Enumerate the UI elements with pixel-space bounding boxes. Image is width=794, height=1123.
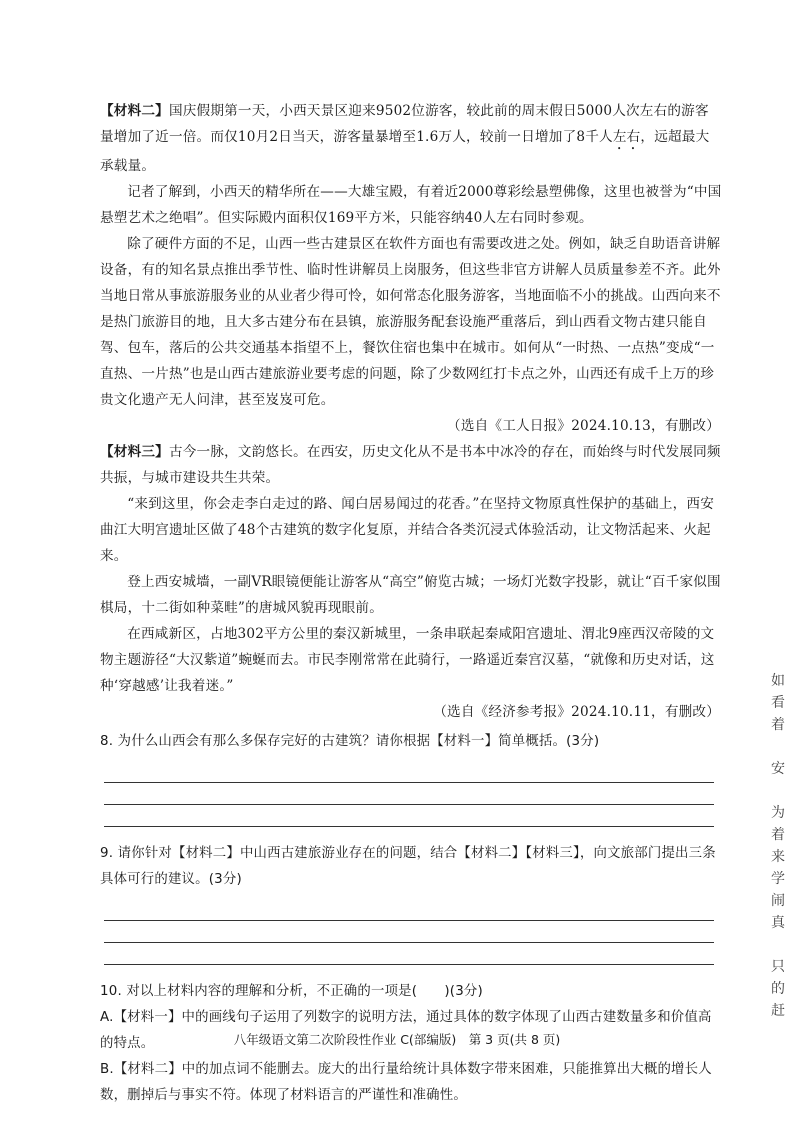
material3-paragraph-1: 【材料三】古今一脉，文韵悠长。在西安，历史文化从不是书本中冰冷的存在，而始终与时代发展同频共振，与城市建设共生共荣。 — [100, 444, 721, 486]
material2-source: （选自《工人日报》2024.10.13，有删改） — [447, 418, 720, 434]
margin-char: 如 — [771, 673, 785, 689]
margin-char: 为 — [771, 805, 785, 821]
material3-tag: 【材料三】 — [100, 444, 169, 460]
material3-source: （选自《经济参考报》2024.10.11，有删改） — [433, 704, 720, 720]
option-a: A.【材料一】中的画线句子运用了列数字的说明方法，通过具体的数字体现了山西古建数量多和价值高的特点。 — [100, 1010, 712, 1051]
question-8: 8. 为什么山西会有那么多保存完好的古建筑？请你根据【材料一】简单概括。(3分) — [100, 734, 600, 749]
material2-tag: 【材料二】 — [100, 103, 169, 119]
option-b: B.【材料二】中的加点词不能删去。庞大的出行量给统计具体数字带来困难，只能推算出大概的增长人数，删掉后与事实不符。体现了材料语言的严谨性和准确性。 — [100, 1062, 712, 1103]
page-footer: 八年级语文第二次阶段性作业 C(部编版) 第 3 页(共 8 页) — [233, 1032, 561, 1047]
margin-char: 看 — [771, 695, 785, 711]
margin-char: 闹 — [771, 893, 785, 909]
answer-line[interactable] — [104, 805, 714, 827]
margin-char: 安 — [771, 761, 785, 777]
margin-char: 的 — [771, 981, 785, 997]
margin-char: 学 — [771, 871, 785, 887]
margin-char: 来 — [771, 849, 785, 865]
answer-area-9[interactable] — [100, 899, 722, 965]
margin-char: 真 — [771, 915, 785, 931]
answer-line[interactable] — [104, 921, 714, 943]
margin-notes — [766, 670, 790, 1022]
material3-paragraph-4: 在西咸新区，占地302平方公里的秦汉新城里，一条串联起秦咸阳宫遗址、渭北9座西汉帝陵的文物主题游径“大汉紫道”蜿蜒而去。市民李刚常常在此骑行，一路遥近秦宫汉墓，“就像和历史对话，这种‘穿越感’让我着迷。” — [100, 626, 715, 694]
material2-paragraph-2: 记者了解到，小西天的精华所在——大雄宝殿，有着近2000尊彩绘悬塑佛像，这里也被誉为“中国悬塑艺术之绝唱”。但实际殿内面积仅169平方米，只能容纳40人左右同时参观。 — [100, 184, 722, 226]
question-10: 10. 对以上材料内容的理解和分析，不正确的一项是( )(3分) — [100, 984, 483, 999]
answer-line[interactable] — [104, 783, 714, 805]
page-content — [100, 98, 722, 1109]
dotted-word: 左右 — [612, 129, 641, 145]
margin-char: 着 — [771, 717, 785, 733]
material3-paragraph-3: 登上西安城墙，一副VR眼镜便能让游客从“高空”俯览古城；一场灯光数字投影，就让“百千家似围棋局，十二街如种菜畦”的唐城风貌再现眼前。 — [100, 574, 721, 616]
answer-line[interactable] — [104, 899, 714, 921]
margin-char: 只 — [771, 959, 785, 975]
answer-line[interactable] — [104, 943, 714, 965]
margin-char: 赶 — [771, 1003, 785, 1019]
material3-paragraph-2: “来到这里，你会走李白走过的路、闻白居易闻过的花香。”在坚持文物原真性保护的基础上，西安曲江大明宫遗址区做了48个古建筑的数字化复原，并结合各类沉浸式体验活动，让文物活起来、火起来。 — [100, 496, 715, 564]
material2-paragraph-1: 【材料二】国庆假期第一天，小西天景区迎来9502位游客，较此前的周末假日5000人次左右的游客量增加了近一倍。而仅10月2日当天，游客量暴增至1.6万人，较前一日增加了8千人左右，远超最大承载量。 — [100, 103, 710, 174]
margin-char: 着 — [771, 827, 785, 843]
material2-paragraph-3: 除了硬件方面的不足，山西一些古建景区在软件方面也有需要改进之处。例如，缺乏自助语音讲解设备，有的知名景点推出季节性、临时性讲解员上岗服务，但这些非官方讲解人员质量参差不齐。此外当地日常从事旅游服务业的从业者少得可怜，如何常态化服务游客，当地面临不小的挑战。山西向来不是热门旅游目的地，且大多古建分布在县镇，旅游服务配套设施严重落后，到山西看文物古建只能自驾、包车，落后的公共交通基本指望不上，餐饮住宿也集中在城市。如何从“一时热、一点热”变成“一直热、一片热”也是山西古建旅游业要考虑的问题，除了少数网红打卡点之外，山西还有成千上万的珍贵文化遗产无人问津，甚至岌岌可危。 — [100, 236, 721, 408]
answer-area-8[interactable] — [100, 761, 722, 827]
question-9: 9. 请你针对【材料二】中山西古建旅游业存在的问题，结合【材料二】【材料三】，向文旅部门提出三条具体可行的建议。(3分) — [100, 846, 716, 887]
answer-line[interactable] — [104, 761, 714, 783]
